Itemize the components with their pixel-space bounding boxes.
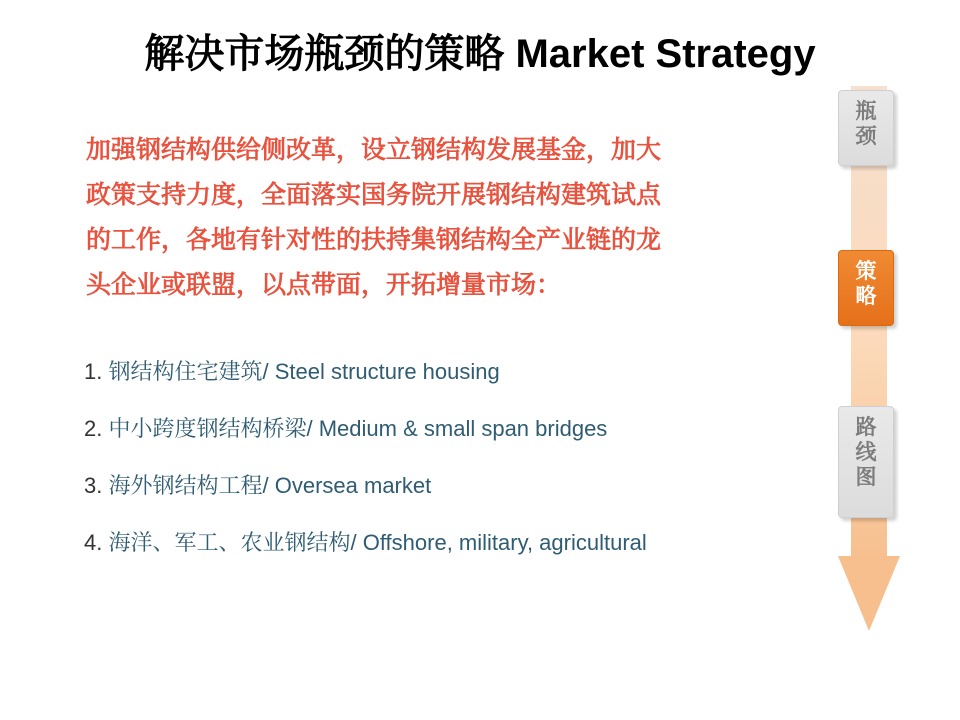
sidebar-item-strategy[interactable] <box>838 250 894 326</box>
highlight-paragraph <box>86 128 816 308</box>
highlight-line: 的工作，各地有针对性的扶持集钢结构全产业链的龙 <box>86 226 662 254</box>
sidebar-item-label: 略 <box>855 285 877 308</box>
list-item-label-cn: 中小跨度钢结构桥梁/ <box>108 416 313 441</box>
list-item-number: 2. <box>84 416 103 441</box>
highlight-line: 头企业或联盟，以点带面，开拓增量市场： <box>86 271 562 299</box>
page-title: 解决市场瓶颈的策略 Market Strategy <box>144 32 816 76</box>
list-item-number: 4. <box>84 530 103 555</box>
down-arrow-head-icon <box>838 556 900 631</box>
list-item-number: 1. <box>84 359 103 384</box>
numbered-list <box>84 358 864 586</box>
list-item-label-cn: 海外钢结构工程/ <box>108 473 269 498</box>
sidebar-item-label: 策 <box>855 260 877 283</box>
list-item-label-en: Steel structure housing <box>274 359 500 384</box>
sidebar-item-label: 瓶 <box>855 100 877 123</box>
section-nav <box>838 86 900 646</box>
sidebar-item-bottleneck[interactable] <box>838 90 894 166</box>
sidebar-item-label: 图 <box>855 466 877 489</box>
list-item-label-cn: 海洋、军工、农业钢结构/ <box>108 530 357 555</box>
list-item <box>84 529 864 557</box>
list-item-number: 3. <box>84 473 103 498</box>
sidebar-item-label: 线 <box>855 441 877 464</box>
list-item-label-en: Medium & small span bridges <box>318 416 608 441</box>
list-item-label-cn: 钢结构住宅建筑/ <box>108 359 269 384</box>
highlight-line: 加强钢结构供给侧改革，设立钢结构发展基金，加大 <box>86 136 662 164</box>
list-item <box>84 415 864 443</box>
list-item-label-en: Offshore, military, agricultural <box>362 530 647 555</box>
list-item <box>84 358 864 386</box>
sidebar-item-label: 颈 <box>855 125 877 148</box>
list-item <box>84 472 864 500</box>
list-item-label-en: Oversea market <box>274 473 432 498</box>
highlight-line: 政策支持力度，全面落实国务院开展钢结构建筑试点 <box>86 181 662 209</box>
sidebar-item-roadmap[interactable] <box>838 406 894 518</box>
sidebar-item-label: 路 <box>855 416 877 439</box>
